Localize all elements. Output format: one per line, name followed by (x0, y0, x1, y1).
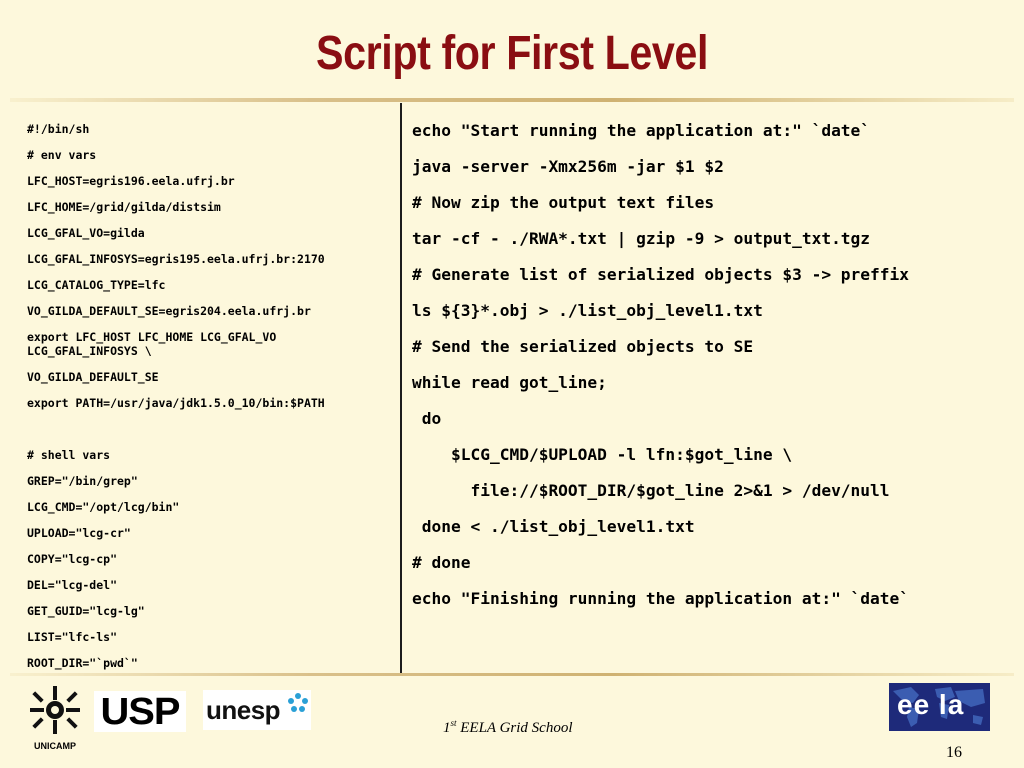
code-line: LCG_GFAL_VO=gilda (27, 226, 145, 240)
left-code-block (27, 110, 399, 670)
footer-ordinal-suffix: st (450, 718, 457, 728)
code-line: GET_GUID="lcg-lg" (27, 604, 145, 618)
code-line: echo "Start running the application at:" `date` (412, 121, 871, 140)
title-divider (10, 98, 1014, 102)
code-line: $LCG_CMD/$UPLOAD -l lfn:$got_line \ (412, 445, 793, 464)
code-line: # Now zip the output text files (412, 193, 715, 212)
code-line: # env vars (27, 148, 97, 162)
code-line: ROOT_DIR="`pwd`" (27, 656, 138, 670)
code-line: export PATH=/usr/java/jdk1.5.0_10/bin:$PATH (27, 396, 325, 410)
code-line: ls ${3}*.obj > ./list_obj_level1.txt (412, 301, 763, 320)
code-line: LCG_GFAL_INFOSYS \ (27, 344, 152, 358)
eela-logo (889, 683, 990, 731)
code-line: echo "Finishing running the application at:" `date` (412, 589, 910, 608)
code-line: export LFC_HOST LFC_HOME LCG_GFAL_VO (27, 330, 277, 344)
footer-event-text: EELA Grid School (456, 720, 573, 736)
code-line: DEL="lcg-del" (27, 578, 118, 592)
code-line: # Generate list of serialized objects $3 -> preffix (412, 265, 910, 284)
unicamp-emblem-icon (22, 684, 88, 740)
code-line: tar -cf - ./RWA*.txt | gzip -9 > output_txt.tgz (412, 229, 871, 248)
code-line: LCG_CATALOG_TYPE=lfc (27, 278, 166, 292)
code-line: java -server -Xmx256m -jar $1 $2 (412, 157, 724, 176)
code-line: VO_GILDA_DEFAULT_SE (27, 370, 159, 384)
eela-wordmark: ee la (897, 689, 965, 720)
column-divider (400, 103, 402, 673)
code-line: file://$ROOT_DIR/$got_line 2>&1 > /dev/null (412, 481, 890, 500)
code-line: # Send the serialized objects to SE (412, 337, 754, 356)
code-line: LIST="lfc-ls" (27, 630, 118, 644)
code-line: LCG_GFAL_INFOSYS=egris195.eela.ufrj.br:2170 (27, 252, 325, 266)
code-line: UPLOAD="lcg-cr" (27, 526, 131, 540)
footer-divider (10, 673, 1014, 676)
code-line: do (412, 409, 442, 428)
code-line: while read got_line; (412, 373, 607, 392)
code-line: done < ./list_obj_level1.txt (412, 517, 695, 536)
unesp-star-icon (287, 692, 309, 714)
unicamp-wordmark: UNICAMP (34, 741, 76, 751)
usp-logo (94, 691, 186, 732)
unesp-wordmark: unesp (206, 695, 281, 725)
code-line: VO_GILDA_DEFAULT_SE=egris204.eela.ufrj.br (27, 304, 311, 318)
code-line: LFC_HOST=egris196.eela.ufrj.br (27, 174, 235, 188)
code-line: COPY="lcg-cp" (27, 552, 118, 566)
code-line: # done (412, 553, 471, 572)
code-line: GREP="/bin/grep" (27, 474, 138, 488)
page-number: 16 (946, 744, 962, 761)
footer-ordinal: 1 (443, 720, 451, 736)
code-line: # shell vars (27, 448, 111, 462)
unesp-logo (203, 690, 311, 730)
footer-event-name (443, 718, 573, 737)
code-line: LFC_HOME=/grid/gilda/distsim (27, 200, 221, 214)
slide-title: Script for First Level (316, 27, 708, 80)
code-line: LCG_CMD="/opt/lcg/bin" (27, 500, 180, 514)
code-line: #!/bin/sh (27, 122, 90, 136)
usp-wordmark: USP (100, 691, 180, 733)
right-code-block (412, 122, 1024, 626)
